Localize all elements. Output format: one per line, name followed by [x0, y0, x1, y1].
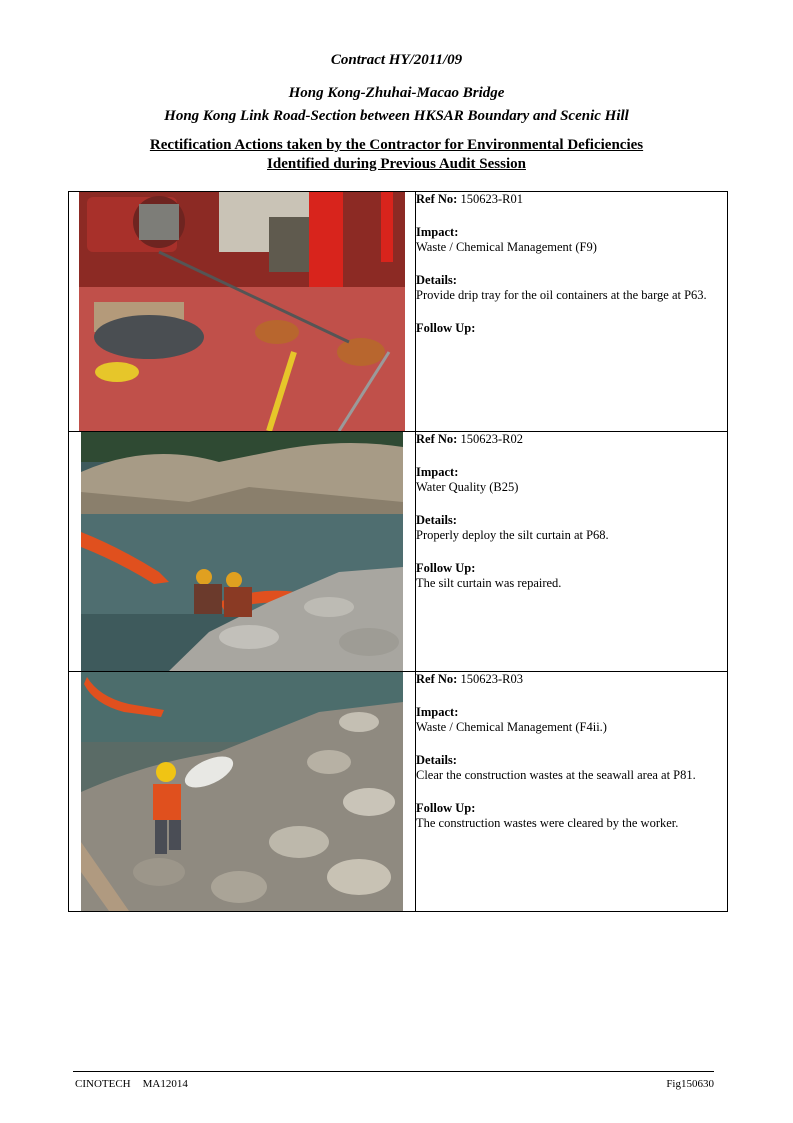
ref-no-label: Ref No: [416, 672, 458, 686]
ref-no-label: Ref No: [416, 192, 458, 206]
rectification-table [68, 191, 728, 912]
details-label: Details: [416, 273, 457, 287]
follow-up-label: Follow Up: [416, 561, 476, 575]
follow-up-value: The silt curtain was repaired. [416, 576, 562, 590]
follow-up-label: Follow Up: [416, 801, 476, 815]
footer-divider [73, 1071, 714, 1072]
silt-curtain-photo [69, 432, 416, 672]
report-heading-line2: Identified during Previous Audit Session [267, 156, 526, 172]
table-row [69, 432, 728, 672]
project-title: Hong Kong-Zhuhai-Macao Bridge [288, 85, 505, 101]
details-label: Details: [416, 513, 457, 527]
item-details [416, 432, 728, 672]
impact-value: Waste / Chemical Management (F9) [416, 240, 597, 254]
ref-no-value: 150623-R01 [460, 192, 523, 206]
report-heading-line1: Rectification Actions taken by the Contractor for Environmental Deficiencies [149, 137, 644, 153]
contract-title: Contract HY/2011/09 [330, 52, 463, 68]
footer-left [75, 1078, 188, 1090]
footer-company: CINOTECH [75, 1078, 131, 1090]
ref-no-label: Ref No: [416, 432, 458, 446]
table-row [69, 192, 728, 432]
impact-label: Impact: [416, 225, 459, 239]
section-title: Hong Kong Link Road-Section between HKSAR Boundary and Scenic Hill [164, 108, 629, 124]
details-value: Clear the construction wastes at the seawall area at P81. [416, 768, 696, 782]
barge-deck-photo [69, 192, 416, 432]
details-value: Properly deploy the silt curtain at P68. [416, 528, 609, 542]
impact-label: Impact: [416, 705, 459, 719]
impact-value: Water Quality (B25) [416, 480, 519, 494]
ref-no-value: 150623-R02 [460, 432, 523, 446]
details-label: Details: [416, 753, 457, 767]
item-details [416, 672, 728, 912]
footer-doc-ref: MA12014 [142, 1078, 188, 1090]
follow-up-value: The construction wastes were cleared by the worker. [416, 816, 679, 830]
details-value: Provide drip tray for the oil containers at the barge at P63. [416, 288, 707, 302]
impact-value: Waste / Chemical Management (F4ii.) [416, 720, 607, 734]
footer-figure-ref: Fig150630 [666, 1078, 714, 1090]
seawall-cleanup-photo [69, 672, 416, 912]
impact-label: Impact: [416, 465, 459, 479]
ref-no-value: 150623-R03 [460, 672, 523, 686]
follow-up-label: Follow Up: [416, 321, 476, 335]
table-row [69, 672, 728, 912]
item-details [416, 192, 728, 432]
